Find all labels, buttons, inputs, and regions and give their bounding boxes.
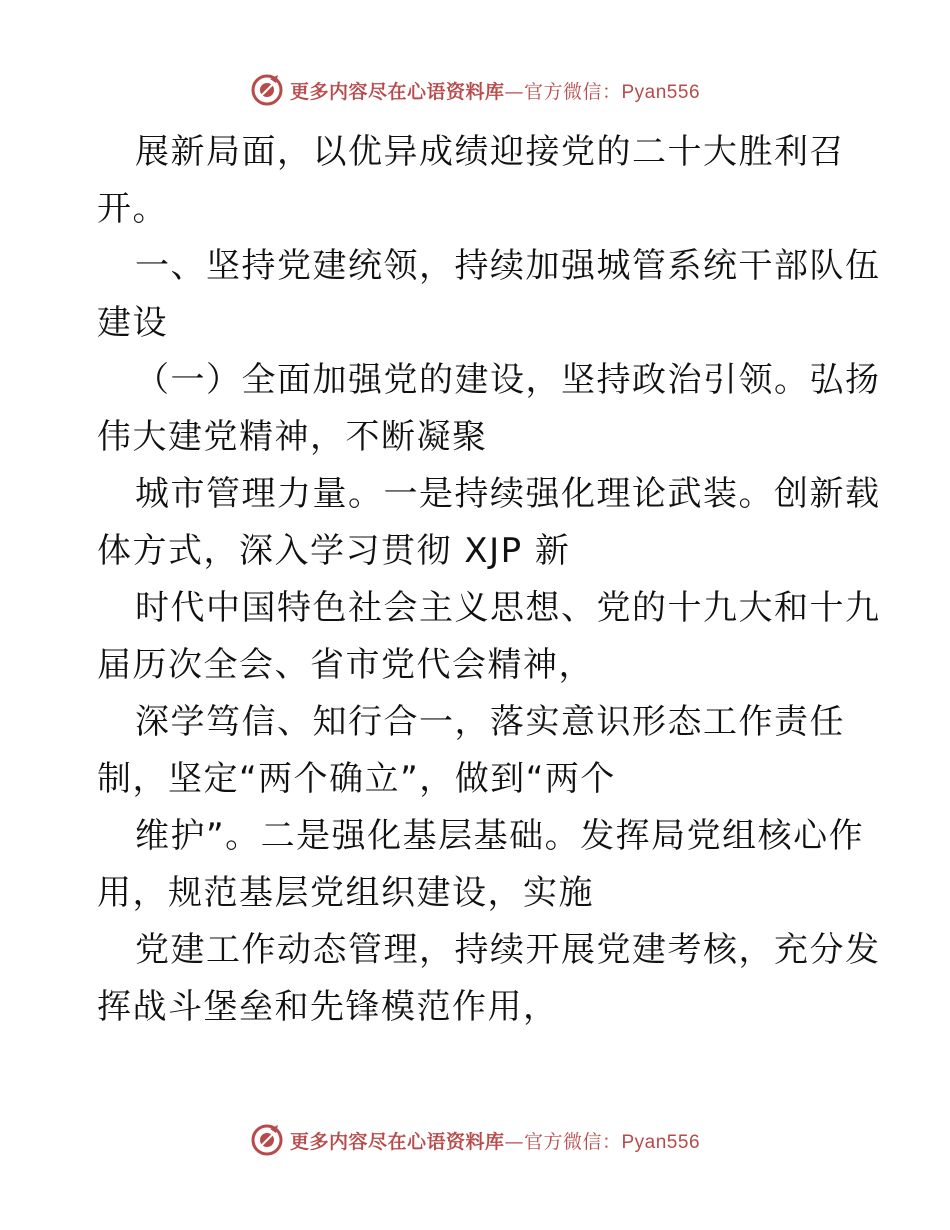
body-line: 城市管理力量。一是持续强化理论武装。创新载 — [135, 474, 881, 514]
body-line: 展新局面，以优异成绩迎接党的二十大胜利召 — [135, 132, 845, 172]
body-line: 体方式，深入学习贯彻 XJP 新 — [97, 531, 571, 571]
body-line: 深学笃信、知行合一，落实意识形态工作责任 — [135, 702, 845, 742]
body-line: 用，规范基层党组织建设，实施 — [97, 873, 594, 913]
section-heading: 一、坚持党建统领，持续加强城管系统干部队伍 — [135, 246, 881, 286]
header-watermark — [0, 70, 950, 110]
body-line: 挥战斗堡垒和先锋模范作用， — [97, 987, 559, 1027]
subsection-heading: （一）全面加强党的建设，坚持政治引领。弘扬 — [135, 360, 881, 400]
seal-logo-icon — [250, 73, 284, 107]
section-heading-cont: 建设 — [97, 303, 168, 343]
document-body — [97, 124, 881, 1036]
watermark-text: 更多内容尽在心语资料库—官方微信：Pyan556 — [289, 1130, 701, 1153]
footer-watermark — [0, 1120, 950, 1160]
seal-logo-icon — [250, 1123, 284, 1157]
watermark-text: 更多内容尽在心语资料库—官方微信：Pyan556 — [289, 80, 701, 103]
body-line: 届历次全会、省市党代会精神， — [97, 645, 594, 685]
body-line: 维护”。二是强化基层基础。发挥局党组核心作 — [135, 816, 865, 856]
body-line: 党建工作动态管理，持续开展党建考核，充分发 — [135, 930, 881, 970]
body-line: 时代中国特色社会主义思想、党的十九大和十九 — [135, 588, 881, 628]
body-line: 开。 — [97, 189, 168, 229]
body-line: 伟大建党精神，不断凝聚 — [97, 417, 488, 457]
body-line: 制，坚定“两个确立”，做到“两个 — [97, 759, 616, 799]
